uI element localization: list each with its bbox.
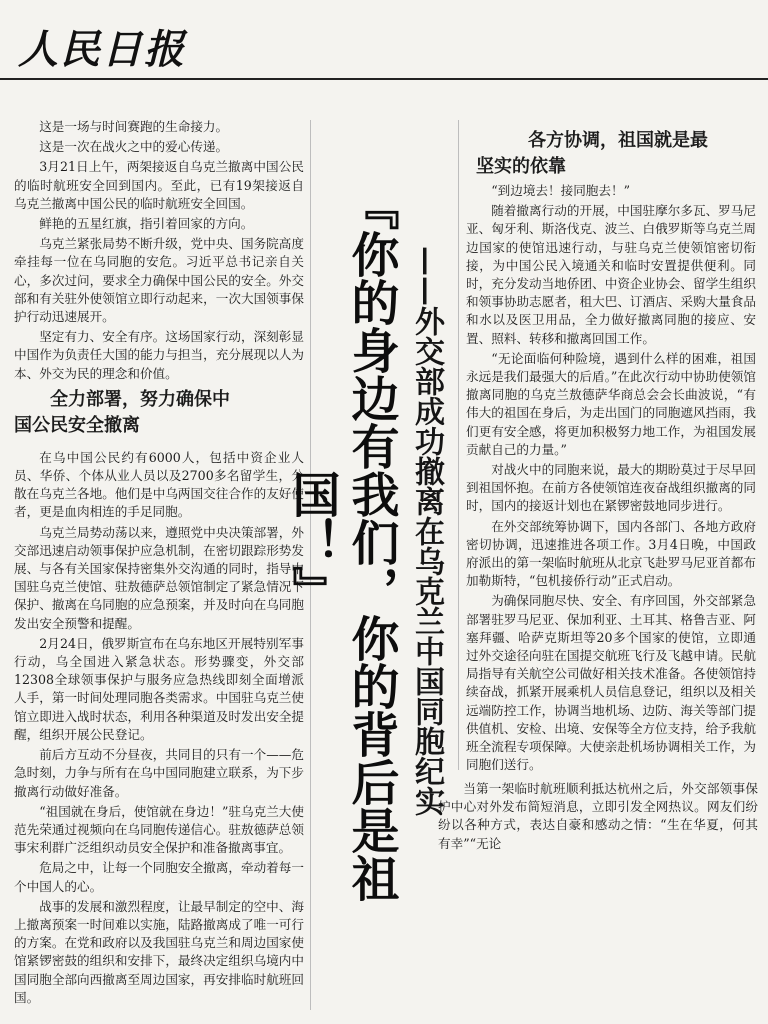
section-heading-line: 国公民安全撤离 <box>14 414 140 436</box>
paragraph: 3月21日上午，两架接返自乌克兰撤离中国公民的临时航班安全回到国内。至此，已有19架接返自乌克兰撤离中国公民的临时航班安全回国。 <box>14 159 304 211</box>
paragraph: 这是一次在战火之中的爱心传递。 <box>39 139 229 155</box>
paragraph: 乌克兰紧张局势不断升级，党中央、国务院高度牵挂每一位在乌同胞的安危。习近平总书记亲自关心，多次过问，要求全力确保中国公民的安全。外交部和有关驻外使领馆立即行动起来，一次大国领事保护行动迅速展开。 <box>14 236 304 325</box>
paragraph: “无论面临何种险境，遇到什么样的困难，祖国永远是我们最强大的后盾。”在此次行动中协助使领馆撤离同胞的乌克兰敖德萨华商总会会长曲波说，“有伟大的祖国在身后，为走出国门的同胞遮风挡雨，我们更有安全感，将更加积极努力地工作，为祖国发展贡献自己的力量。” <box>466 350 756 457</box>
section-heading-line: 各方协调，祖国就是最 <box>528 130 708 151</box>
paragraph: 在外交部统筹协调下，国内各部门、各地方政府密切协调，迅速推进各项工作。3月4日晚，中国政府派出的第一架临时航班从北京飞赴罗马尼亚首都布加勒斯特，“包机接侨行动”正式启动。 <box>466 518 756 589</box>
subtitle: ——外交部成功撤离在乌克兰中国同胞纪实 <box>409 246 444 816</box>
section-heading-line: 全力部署，努力确保中 <box>50 388 230 410</box>
column-divider-right <box>458 120 459 770</box>
paragraph: 对战火中的同胞来说，最大的期盼莫过于尽早回到祖国怀抱。在前方各使领馆连夜奋战组织撤离的同时，国内的接返计划也在紧锣密鼓地同步进行。 <box>466 462 756 514</box>
paragraph: 战事的发展和激烈程度，让最早制定的空中、海上撤离预案一时间难以实施，陆路撤离成了唯一可行的方案。在党和政府以及我国驻乌克兰和周边国家使馆紧锣密鼓的组织和安排下，最终决定组织乌境内中国同胞全部向西撤离至周边国家，再安排临时航班回国。 <box>14 898 304 1005</box>
paragraph: 2月24日，俄罗斯宣布在乌东地区开展特别军事行动，乌全国进入紧急状态。形势骤变，外交部12308全球领事保护与服务应急热线即刻全面增派人手，第一时间处理同胞各类需求。中国驻乌克兰使馆立即进入战时状态，利用各种渠道及时发出安全提醒，组织开展公民登记。 <box>14 635 304 742</box>
paragraph: 乌克兰局势动荡以来，遵照党中央决策部署，外交部迅速启动领事保护应急机制，在密切跟踪形势发展、与各有关国家保持密集外交沟通的同时，指导中国驻乌克兰使馆、驻敖德萨总领馆制定了紧急情况下保护、撤离在乌同胞的应急预案，并及时向在乌同胞发出安全预警和提醒。 <box>14 524 304 631</box>
paragraph: 当第一架临时航班顺利抵达杭州之后，外交部领事保护中心对外发布简短消息，立即引发全网热议。网友们纷纷以各种方式，表达自豪和感动之情：“生在华夏，何其有幸”“无论 <box>438 781 758 851</box>
paragraph: 危局之中，让每一个同胞安全撤离，牵动着每一个中国人的心。 <box>14 860 304 894</box>
paragraph: 在乌中国公民约有6000人，包括中资企业人员、华侨、个体从业人员以及2700多名留学生，分散在乌克兰各地。他们是中乌两国交往合作的友好使者，更是血肉相连的手足同胞。 <box>14 449 304 520</box>
paragraph: 随着撤离行动的开展，中国驻摩尔多瓦、罗马尼亚、匈牙利、斯洛伐克、波兰、白俄罗斯等乌克兰周边国家的使馆迅速行动，与驻乌克兰使领馆密切衔接，为中国公民入境通关和临时安置提供便利。同时，充分发动当地侨团、中资企业协会、留学生组织和领事协助志愿者，租大巴、订酒店、采购大量食品和水以及医卫用品，全力做好撤离同胞的接应、安置、照料、转移和撤离回国工作。 <box>466 203 756 346</box>
paragraph: “祖国就在身后，使馆就在身边！”驻乌克兰大使范先荣通过视频向在乌同胞传递信心。驻敖德萨总领事宋利群广泛组织动员安全保护和准备撤离事宜。 <box>14 803 304 856</box>
paragraph: 为确保同胞尽快、安全、有序回国，外交部紧急部署驻罗马尼亚、保加利亚、土耳其、格鲁吉亚、阿塞拜疆、哈萨克斯坦等20多个国家的使馆，立即通过外交途径向驻在国提交航班飞行及飞越申请。民航局指导有关航空公司做好相关技术准备。各使领馆持续奋战，抓紧开展乘机人员信息登记，组织以及相关远端防控工作，协调当地机场、边防、海关等部门提供值机、安检、出境、安保等全方位支持，给予我航班全流程专项保障。大使亲赴机场协调相关工作，为同胞们送行。 <box>466 593 756 773</box>
paragraph: 这是一场与时间赛跑的生命接力。 <box>39 119 229 134</box>
paragraph: 坚定有力、安全有序。这场国家行动，深刻彰显中国作为负责任大国的能力与担当，充分展现以人为本、外交为民的理念和价值。 <box>14 329 304 381</box>
section-heading-line: 坚实的依靠 <box>476 156 566 177</box>
section-heading <box>476 128 752 180</box>
paragraph: “到边境去！接同胞去！” <box>491 183 631 198</box>
article-bottom-column <box>438 780 758 1020</box>
masthead-rule <box>0 78 768 80</box>
masthead-logo: 人民日报 <box>18 26 186 73</box>
article-right-column <box>466 182 756 778</box>
headline: 『你的身边有我们，你的背后是祖国！』 <box>284 182 399 902</box>
paragraph: 鲜艳的五星红旗，指引着回家的方向。 <box>39 216 254 232</box>
paragraph <box>466 777 756 779</box>
article-left-column <box>14 118 304 1020</box>
section-heading <box>14 387 304 439</box>
paragraph: 前后方互动不分昼夜，共同目的只有一个——危急时刻，力争与所有在乌中国同胞建立联系，为下步撤离行动做好准备。 <box>14 747 304 799</box>
